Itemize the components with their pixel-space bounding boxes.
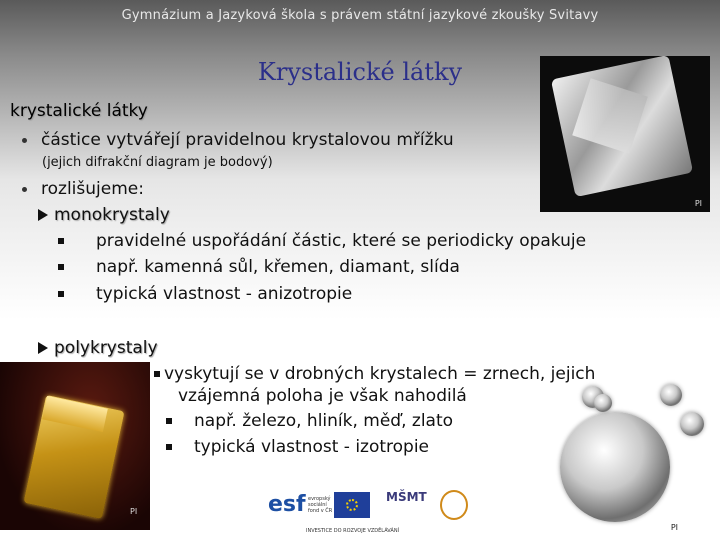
square-bullet-icon [58,238,64,244]
bullet-distinguish-text: rozlišujeme: [41,179,144,199]
mono-item-text: např. kamenná sůl, křemen, diamant, slída [96,257,460,277]
poly-item-text: typická vlastnost - izotropie [194,437,430,457]
poly-item-text: např. železo, hliník, měď, zlato [194,411,454,431]
poly-item-text: vyskytují se v drobných krystalech = zrnech, jejich [164,364,596,384]
slide-title: Krystalické látky [257,58,463,86]
gold-photo-mark: PI [130,507,138,516]
esf-logo-subtext: evropský sociální fond v ČR [308,496,333,514]
eu-stars-icon [346,499,358,511]
diamonds-photo [520,372,720,536]
diamond [680,412,704,436]
poly-item-continuation: vzájemná poloha je však nahodilá [178,386,467,406]
mono-item-text: typická vlastnost - anizotropie [96,284,353,304]
poly-item [166,411,453,431]
arrow-bullet-icon [38,209,48,221]
bullet-distinguish [22,179,144,199]
esf-logo [268,492,333,520]
arrow-bullet-icon [38,342,48,354]
diamond-photo-mark: PI [670,523,678,532]
square-bullet-icon [166,444,172,450]
logos-caption: INVESTICE DO ROZVOJE VZDĚLÁVÁNÍ [306,528,400,534]
mono-item [58,257,460,277]
diamond [594,394,612,412]
square-bullet-icon [166,418,172,424]
op-logo [440,490,468,520]
esf-logo-text: esf [268,492,306,517]
monocrystals-heading [38,205,170,225]
square-bullet-icon [58,264,64,270]
mono-item [58,231,586,251]
mono-item [58,284,352,304]
msmt-logo: MŠMT [386,490,427,504]
polycrystals-heading [38,338,158,358]
bullet-particles-text: částice vytvářejí pravidelnou krystalovou mřížku [41,130,454,150]
bullet-dot [22,138,27,143]
diffraction-note: (jejich difrakční diagram je bodový) [42,155,273,170]
bullet-dot [22,187,27,192]
crystal-photo-mark: PI [694,199,702,208]
school-name: Gymnázium a Jazyková škola s právem státní jazykové zkoušky Svitavy [121,8,599,23]
funding-logos [268,488,480,540]
polycrystals-label: polykrystaly [54,338,158,358]
crystal-photo [540,56,710,212]
poly-item [154,364,595,384]
diamond [660,384,682,406]
square-bullet-icon [58,291,64,297]
section-heading: krystalické látky [10,101,148,121]
gold-bar-photo [0,362,150,530]
poly-item [166,437,429,457]
square-bullet-icon [154,371,160,377]
diamond [560,412,670,522]
eu-flag-logo [334,492,370,518]
mono-item-text: pravidelné uspořádání částic, které se periodicky opakuje [96,231,587,251]
bullet-particles [22,130,454,150]
monocrystals-label: monokrystaly [54,205,170,225]
